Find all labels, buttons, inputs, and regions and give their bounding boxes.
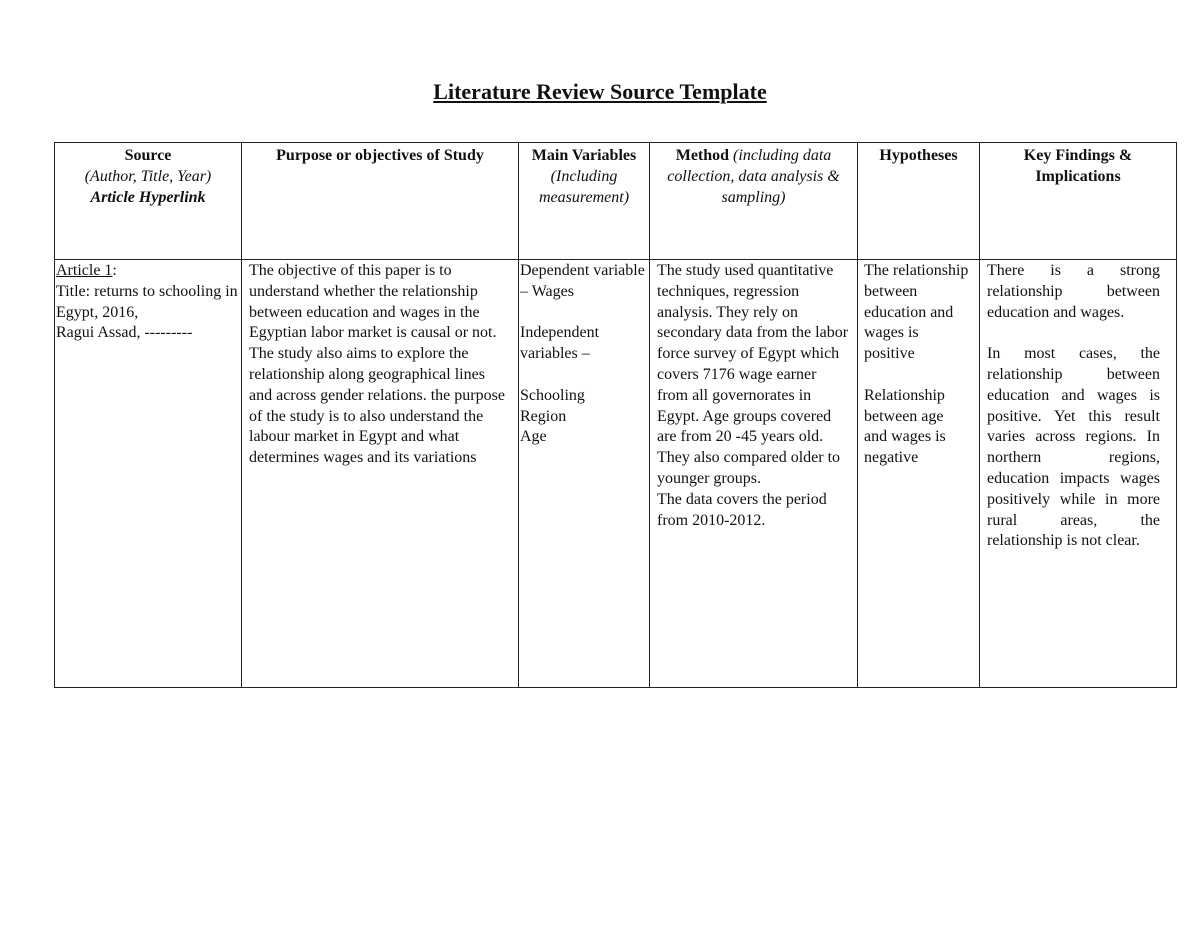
- header-findings: [980, 143, 1177, 260]
- header-hypotheses: [858, 143, 980, 260]
- header-variables: [519, 143, 650, 260]
- header-source-label: Source: [124, 147, 172, 164]
- cell-variables: [519, 260, 650, 688]
- table-row: [55, 260, 1177, 688]
- header-findings-label: Key Findings & Implications: [1023, 147, 1133, 185]
- hypothesis-1: The relationship between education and wages is positive: [864, 262, 969, 363]
- variable-item: Schooling: [520, 386, 585, 404]
- header-source-hyperlink: Article Hyperlink: [90, 188, 206, 206]
- literature-review-table: [54, 142, 1177, 688]
- cell-hypotheses: [858, 260, 980, 688]
- dependent-variable: Dependent variable – Wages: [520, 262, 645, 300]
- header-method: [650, 143, 858, 260]
- finding-1: There is a strong relationship between education and wages.: [987, 262, 1160, 321]
- header-source-sub: (Author, Title, Year): [84, 167, 212, 185]
- header-method-sub: (including data collection, data analysis & sampling): [667, 147, 840, 206]
- cell-purpose: [242, 260, 519, 688]
- variable-item: Region: [520, 407, 567, 425]
- header-method-label: Method: [675, 147, 730, 164]
- table-header-row: [55, 143, 1177, 260]
- header-variables-sub: (Including measurement): [538, 167, 630, 206]
- finding-2: In most cases, the relationship between education and wages is positive. Yet this result varies across regions. In northern regions, education impacts wages positively while in more rural areas, the relationship is not clear.: [987, 345, 1160, 550]
- article-title: Title: returns to schooling in Egypt, 2016,: [56, 282, 238, 321]
- article-colon: :: [112, 262, 117, 279]
- article-link[interactable]: Article 1: [56, 262, 113, 279]
- header-purpose: [242, 143, 519, 260]
- header-hypotheses-label: Hypotheses: [879, 147, 958, 164]
- purpose-text: The objective of this paper is to understand whether the relationship between education and wages in the Egyptian labor market is causal or not. The study also aims to explore the relationship along geographical lines and across gender relations. the purpose of the study is to also understand the labour market in Egypt and what determines wages and its variations: [249, 262, 505, 467]
- method-period: The data covers the period from 2010-2012.: [657, 490, 827, 529]
- header-source: [55, 143, 242, 260]
- method-text: The study used quantitative techniques, regression analysis. They rely on secondary data from the labor force survey of Egypt which covers 7176 wage earner from all governorates in Egypt. Age groups covered are from 20 -45 years old. They also compared older to younger groups.: [657, 262, 849, 487]
- header-variables-label: Main Variables: [531, 147, 637, 164]
- article-author: Ragui Assad, ---------: [56, 324, 193, 342]
- cell-method: [650, 260, 858, 688]
- header-purpose-label: Purpose or objectives of Study: [276, 147, 484, 164]
- hypothesis-2: Relationship between age and wages is negative: [864, 386, 946, 467]
- page-title: Literature Review Source Template: [433, 79, 767, 104]
- cell-source: [55, 260, 242, 688]
- variable-item: Age: [520, 428, 547, 446]
- independent-variables: Independent variables –: [520, 324, 600, 363]
- cell-findings: [980, 260, 1177, 688]
